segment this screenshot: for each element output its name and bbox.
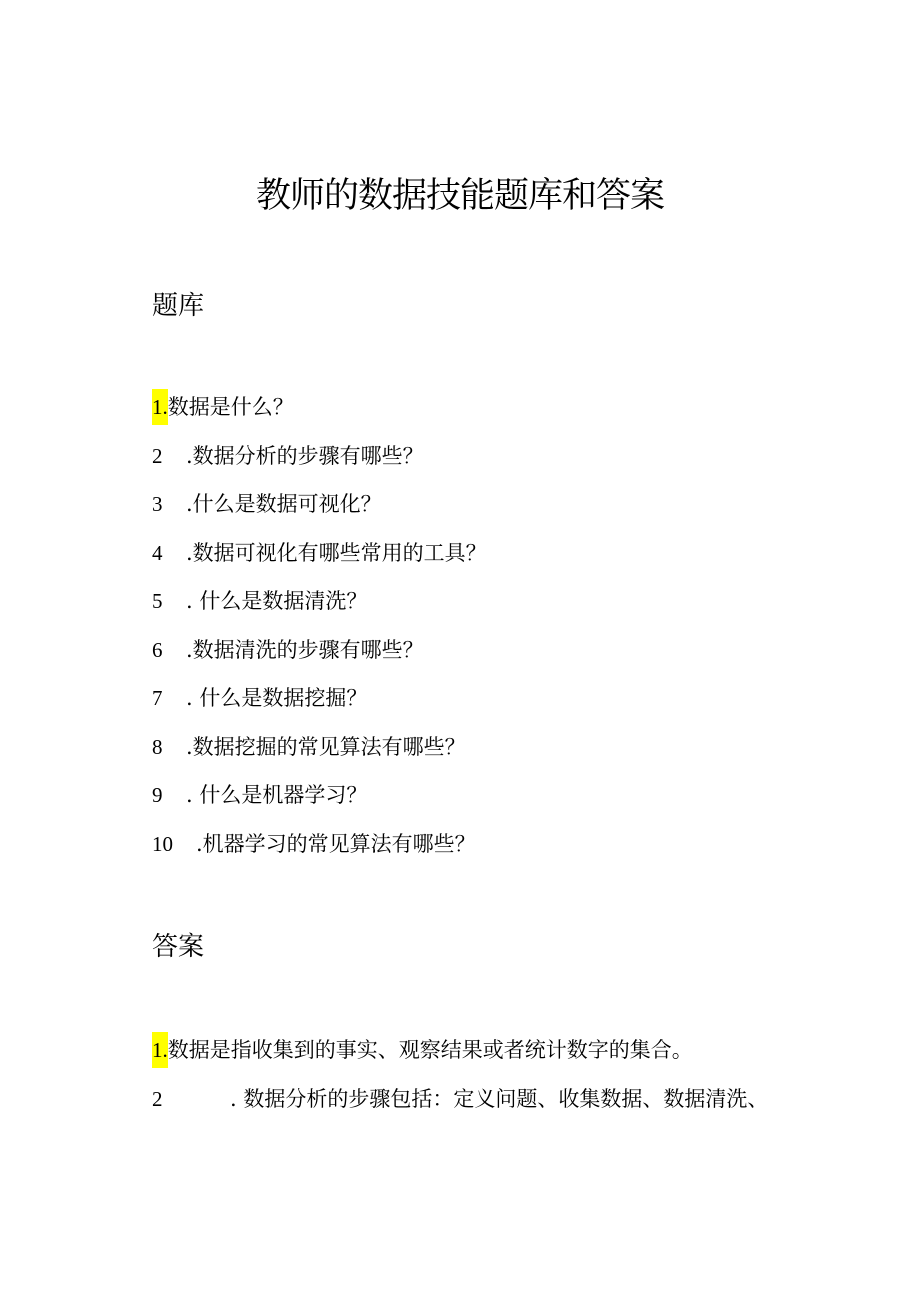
question-item-3 [152, 486, 487, 535]
question-number: 7 [152, 686, 163, 710]
answer-number: 1. [152, 1032, 168, 1068]
question-text: .数据清洗的步骤有哪些？ [186, 637, 424, 662]
answer-number: 2 [152, 1086, 163, 1111]
question-number: 8 [152, 734, 163, 759]
question-number: 4 [152, 540, 163, 565]
answer-item-2 [152, 1081, 768, 1130]
question-item-2 [152, 438, 487, 487]
question-number: 6 [152, 637, 163, 662]
answers-heading: 答案 [152, 932, 205, 962]
question-text: .数据挖掘的常见算法有哪些？ [186, 734, 466, 759]
question-item-9 [152, 777, 487, 826]
question-text: . 什么是数据清洗？ [186, 589, 368, 613]
question-text: .机器学习的常见算法有哪些？ [196, 831, 476, 856]
question-number: 10 [152, 831, 173, 856]
question-item-7 [152, 680, 487, 729]
question-text: .什么是数据可视化？ [186, 492, 382, 516]
question-item-10 [152, 826, 487, 875]
question-item-6 [152, 632, 487, 681]
question-item-5 [152, 583, 487, 632]
document-title: 教师的数据技能题库和答案 [255, 176, 664, 216]
answer-list [152, 1032, 768, 1129]
question-number: 3 [152, 492, 163, 516]
question-number: 2 [152, 443, 163, 468]
answer-text: 数据是指收集到的事实、观察结果或者统计数字的集合。 [167, 1038, 693, 1062]
question-number: 9 [152, 783, 163, 807]
answer-item-1 [152, 1032, 768, 1081]
question-item-1 [152, 389, 487, 438]
answer-text: . 数据分析的步骤包括：定义问题、收集数据、数据清洗、 [230, 1086, 769, 1111]
question-text: . 什么是数据挖掘？ [186, 686, 368, 710]
question-list [152, 389, 487, 874]
question-text: . 什么是机器学习？ [186, 783, 368, 807]
question-text: 数据是什么？ [167, 395, 294, 419]
question-text: .数据可视化有哪些常用的工具？ [186, 540, 487, 565]
question-number: 1. [152, 389, 168, 425]
questions-heading: 题库 [152, 291, 205, 321]
question-item-4 [152, 535, 487, 584]
question-number: 5 [152, 589, 163, 613]
question-item-8 [152, 729, 487, 778]
question-text: .数据分析的步骤有哪些？ [186, 443, 424, 468]
